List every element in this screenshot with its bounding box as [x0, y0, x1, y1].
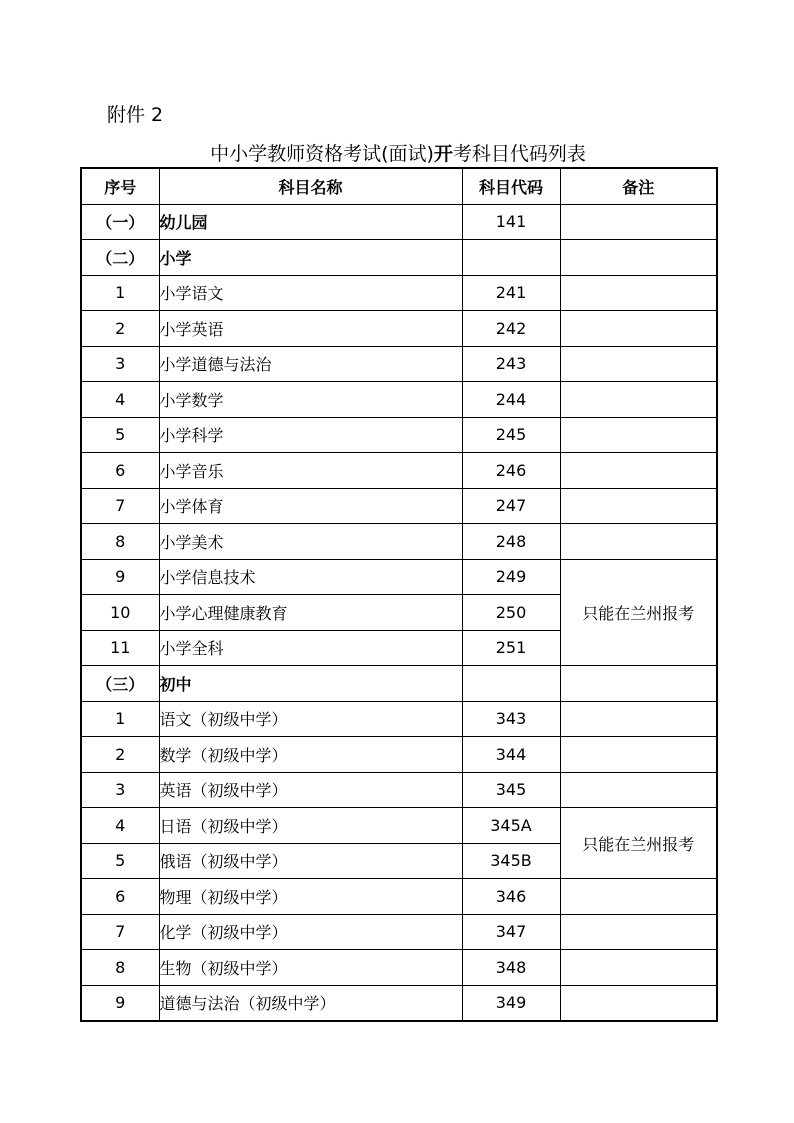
cell-note: 只能在兰州报考: [560, 808, 717, 879]
cell-index: 5: [81, 843, 159, 879]
cell-note: [560, 666, 717, 702]
cell-subject-code: 345B: [462, 843, 560, 879]
table-row: [81, 559, 717, 595]
cell-subject-code: 241: [462, 275, 560, 311]
cell-index: 8: [81, 950, 159, 986]
cell-index: 1: [81, 701, 159, 737]
table-row: [81, 772, 717, 808]
table-body: [81, 204, 717, 1021]
cell-subject-code: 251: [462, 630, 560, 666]
cell-subject-name: 生物（初级中学）: [159, 950, 462, 986]
cell-subject-code: 345: [462, 772, 560, 808]
cell-index: 3: [81, 346, 159, 382]
cell-subject-code: [462, 240, 560, 276]
cell-subject-code: 347: [462, 914, 560, 950]
cell-subject-code: 242: [462, 311, 560, 347]
cell-subject-name: 化学（初级中学）: [159, 914, 462, 950]
cell-subject-name: 语文（初级中学）: [159, 701, 462, 737]
header-subject-code: 科目代码: [462, 168, 560, 204]
cell-index: 6: [81, 879, 159, 915]
cell-note: [560, 914, 717, 950]
cell-note: [560, 879, 717, 915]
cell-subject-code: 246: [462, 453, 560, 489]
cell-index: （二）: [81, 240, 159, 276]
table-row: [81, 914, 717, 950]
title-part2: 开: [433, 143, 453, 165]
cell-index: （一）: [81, 204, 159, 240]
table-row: [81, 346, 717, 382]
cell-subject-name: 小学语文: [159, 275, 462, 311]
cell-note: [560, 417, 717, 453]
cell-note: [560, 737, 717, 773]
cell-subject-name: 英语（初级中学）: [159, 772, 462, 808]
cell-index: 1: [81, 275, 159, 311]
table-row: [81, 453, 717, 489]
table-row: [81, 417, 717, 453]
cell-subject-code: 349: [462, 985, 560, 1021]
cell-index: 7: [81, 914, 159, 950]
table-header-row: [81, 168, 717, 204]
table-row: [81, 311, 717, 347]
cell-note: [560, 701, 717, 737]
cell-subject-name: 数学（初级中学）: [159, 737, 462, 773]
table-row: [81, 985, 717, 1021]
cell-subject-code: 245: [462, 417, 560, 453]
cell-subject-code: 343: [462, 701, 560, 737]
table-row: [81, 737, 717, 773]
cell-index: （三）: [81, 666, 159, 702]
cell-index: 4: [81, 808, 159, 844]
cell-subject-code: 250: [462, 595, 560, 631]
cell-subject-code: 248: [462, 524, 560, 560]
cell-subject-name: 小学信息技术: [159, 559, 462, 595]
cell-note: [560, 950, 717, 986]
cell-index: 9: [81, 559, 159, 595]
cell-index: 5: [81, 417, 159, 453]
cell-subject-name: 小学数学: [159, 382, 462, 418]
cell-note: [560, 772, 717, 808]
cell-note: [560, 240, 717, 276]
cell-note: 只能在兰州报考: [560, 559, 717, 666]
title-part3: 考科目代码列表: [452, 143, 586, 165]
cell-subject-code: 346: [462, 879, 560, 915]
cell-subject-name: 俄语（初级中学）: [159, 843, 462, 879]
cell-subject-name: 小学全科: [159, 630, 462, 666]
cell-note: [560, 204, 717, 240]
cell-subject-name: 小学美术: [159, 524, 462, 560]
cell-subject-name: 小学英语: [159, 311, 462, 347]
cell-subject-name: 小学音乐: [159, 453, 462, 489]
cell-subject-name: 小学道德与法治: [159, 346, 462, 382]
cell-subject-name: 道德与法治（初级中学）: [159, 985, 462, 1021]
cell-subject-name: 初中: [159, 666, 462, 702]
cell-subject-code: 244: [462, 382, 560, 418]
cell-note: [560, 311, 717, 347]
document-title: [80, 139, 716, 166]
cell-subject-code: 249: [462, 559, 560, 595]
cell-subject-code: [462, 666, 560, 702]
table-row: [81, 275, 717, 311]
section-row: [81, 204, 717, 240]
cell-index: 4: [81, 382, 159, 418]
section-row: [81, 240, 717, 276]
cell-subject-name: 物理（初级中学）: [159, 879, 462, 915]
header-note: 备注: [560, 168, 717, 204]
cell-subject-name: 小学: [159, 240, 462, 276]
cell-subject-name: 小学心理健康教育: [159, 595, 462, 631]
table-row: [81, 488, 717, 524]
cell-index: 8: [81, 524, 159, 560]
cell-index: 9: [81, 985, 159, 1021]
subject-code-table: [80, 167, 718, 1022]
cell-subject-name: 幼儿园: [159, 204, 462, 240]
cell-subject-code: 345A: [462, 808, 560, 844]
cell-note: [560, 524, 717, 560]
cell-subject-name: 小学科学: [159, 417, 462, 453]
cell-note: [560, 488, 717, 524]
cell-subject-code: 141: [462, 204, 560, 240]
cell-note: [560, 275, 717, 311]
table-row: [81, 950, 717, 986]
cell-index: 2: [81, 311, 159, 347]
cell-index: 2: [81, 737, 159, 773]
section-row: [81, 666, 717, 702]
cell-subject-code: 348: [462, 950, 560, 986]
header-index: 序号: [81, 168, 159, 204]
header-subject-name: 科目名称: [159, 168, 462, 204]
table-row: [81, 808, 717, 844]
cell-index: 10: [81, 595, 159, 631]
cell-note: [560, 382, 717, 418]
cell-index: 11: [81, 630, 159, 666]
cell-index: 3: [81, 772, 159, 808]
cell-subject-name: 日语（初级中学）: [159, 808, 462, 844]
cell-index: 7: [81, 488, 159, 524]
attachment-label: 附件 2: [107, 104, 164, 126]
cell-subject-code: 344: [462, 737, 560, 773]
title-part1: 中小学教师资格考试(面试): [210, 143, 434, 165]
table-row: [81, 879, 717, 915]
cell-subject-code: 247: [462, 488, 560, 524]
cell-note: [560, 346, 717, 382]
cell-subject-code: 243: [462, 346, 560, 382]
table-row: [81, 382, 717, 418]
table-row: [81, 524, 717, 560]
cell-note: [560, 453, 717, 489]
cell-index: 6: [81, 453, 159, 489]
table-row: [81, 701, 717, 737]
cell-subject-name: 小学体育: [159, 488, 462, 524]
cell-note: [560, 985, 717, 1021]
